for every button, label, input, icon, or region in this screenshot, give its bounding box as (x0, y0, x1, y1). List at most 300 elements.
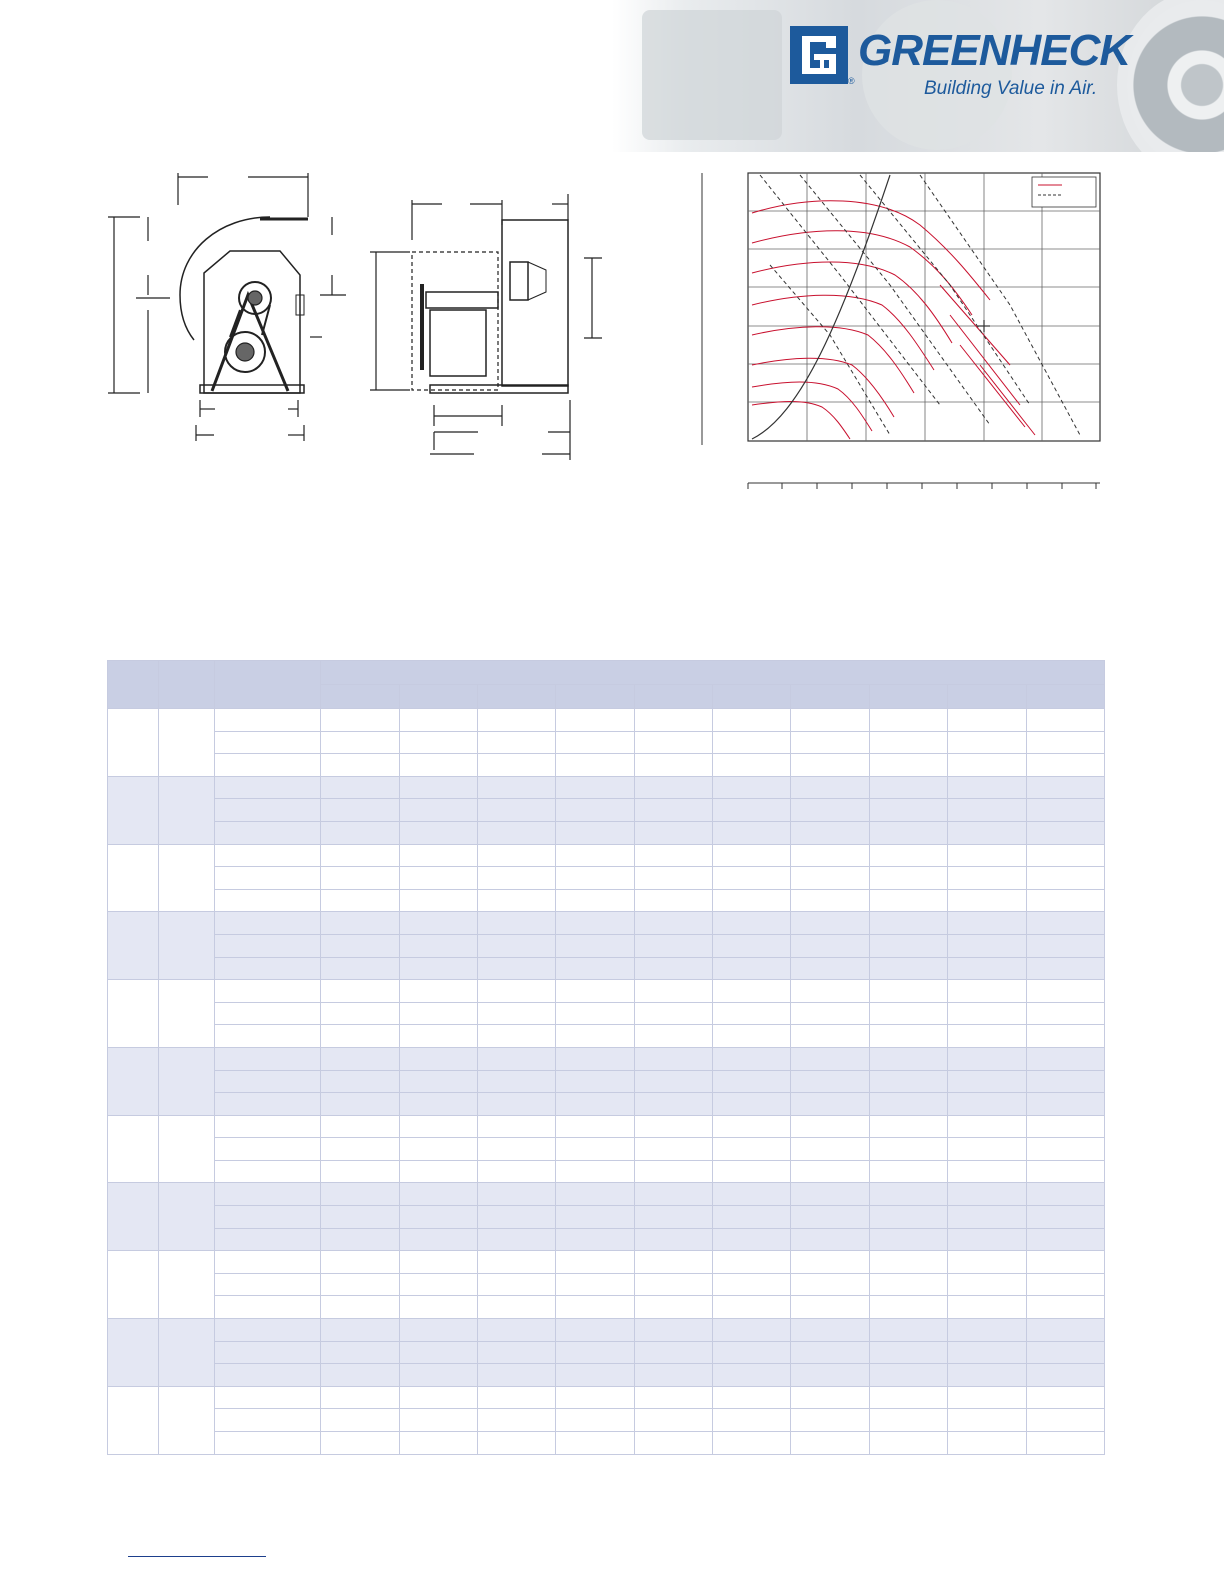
table-cell (321, 1386, 400, 1409)
table-header-cell (791, 685, 870, 709)
table-row (108, 1364, 1105, 1387)
table-cell (478, 1432, 556, 1455)
table-cell (1027, 1183, 1105, 1206)
table-cell (1027, 1409, 1105, 1432)
table-cell (1027, 912, 1105, 935)
table-cell (948, 799, 1027, 822)
table-cell (1027, 1115, 1105, 1138)
table-cell (870, 1047, 948, 1070)
table-cell (321, 867, 400, 890)
table-row (108, 1183, 1105, 1206)
table-cell (713, 1364, 791, 1387)
table-cell (713, 1025, 791, 1048)
table-cell (1027, 980, 1105, 1003)
table-cell (713, 912, 791, 935)
table-cell (400, 844, 478, 867)
table-cell (713, 1093, 791, 1116)
table-body (108, 709, 1105, 1455)
footer-link-underline[interactable] (128, 1556, 266, 1557)
table-cell (556, 1409, 635, 1432)
table-cell (321, 1138, 400, 1161)
table-cell (713, 1228, 791, 1251)
table-cell (400, 957, 478, 980)
table-cell (556, 1273, 635, 1296)
table-cell (215, 1319, 321, 1342)
table-cell (478, 1093, 556, 1116)
table-row (108, 1296, 1105, 1319)
table-cell (321, 1115, 400, 1138)
table-cell (556, 731, 635, 754)
table-cell (400, 1251, 478, 1274)
table-cell (215, 1138, 321, 1161)
table-cell (635, 1070, 713, 1093)
table-cell (791, 957, 870, 980)
table-cell (1027, 844, 1105, 867)
table-cell (948, 1251, 1027, 1274)
table-row (108, 867, 1105, 890)
table-cell (635, 776, 713, 799)
table-cell (400, 1341, 478, 1364)
table-cell (948, 1409, 1027, 1432)
table-cell (215, 1386, 321, 1409)
table-cell (948, 889, 1027, 912)
table-cell (635, 709, 713, 732)
table-group-cell (108, 1183, 159, 1251)
table-cell (791, 1183, 870, 1206)
table-cell (870, 912, 948, 935)
table-cell (400, 1002, 478, 1025)
table-header-cell (870, 685, 948, 709)
table-cell (321, 912, 400, 935)
table-cell (400, 1409, 478, 1432)
table-cell (635, 957, 713, 980)
table-cell (478, 1228, 556, 1251)
table-cell (635, 1251, 713, 1274)
table-cell (321, 1341, 400, 1364)
table-cell (948, 1341, 1027, 1364)
chart-legend (1032, 177, 1096, 207)
table-row (108, 799, 1105, 822)
table-cell (1027, 1364, 1105, 1387)
table-cell (400, 776, 478, 799)
table-cell (400, 1047, 478, 1070)
table-row (108, 1432, 1105, 1455)
table-cell (870, 1251, 948, 1274)
table-cell (791, 1409, 870, 1432)
table-cell (791, 754, 870, 777)
table-cell (321, 1093, 400, 1116)
table-cell (635, 1386, 713, 1409)
table-cell (556, 1093, 635, 1116)
table-cell (478, 754, 556, 777)
table-cell (556, 1364, 635, 1387)
table-cell (478, 1364, 556, 1387)
table-cell (791, 1296, 870, 1319)
table-cell (870, 1341, 948, 1364)
table-cell (478, 1206, 556, 1229)
table-cell (791, 776, 870, 799)
table-row (108, 776, 1105, 799)
table-cell (215, 1296, 321, 1319)
table-cell (948, 934, 1027, 957)
table-cell (478, 867, 556, 890)
table-cell (215, 889, 321, 912)
table-cell (713, 731, 791, 754)
table-cell (635, 1409, 713, 1432)
table-cell (1027, 1047, 1105, 1070)
table-cell (556, 934, 635, 957)
table-cell (556, 957, 635, 980)
table-cell (791, 934, 870, 957)
table-cell (215, 709, 321, 732)
table-cell (713, 709, 791, 732)
table-cell (1027, 1341, 1105, 1364)
table-cell (556, 1002, 635, 1025)
table-cell (713, 1432, 791, 1455)
table-cell (215, 1160, 321, 1183)
table-cell (635, 1341, 713, 1364)
table-cell (870, 844, 948, 867)
table-cell (713, 821, 791, 844)
table-cell (791, 1319, 870, 1342)
table-cell (321, 1070, 400, 1093)
table-group-cell (108, 1386, 159, 1454)
table-cell (948, 1432, 1027, 1455)
table-cell (948, 1273, 1027, 1296)
table-cell (870, 1206, 948, 1229)
table-cell (870, 1115, 948, 1138)
table-row (108, 754, 1105, 777)
table-cell (556, 1296, 635, 1319)
table-cell (1027, 889, 1105, 912)
table-cell (635, 731, 713, 754)
table-cell (870, 1070, 948, 1093)
table-cell (635, 799, 713, 822)
table-cell (321, 889, 400, 912)
table-cell (215, 1047, 321, 1070)
table-cell (215, 912, 321, 935)
table-cell (870, 1025, 948, 1048)
table-group-cell (159, 709, 215, 777)
table-cell (1027, 867, 1105, 890)
table-cell (478, 1138, 556, 1161)
brand-logo[interactable] (790, 22, 1131, 112)
table-cell (556, 1025, 635, 1048)
table-cell (215, 1273, 321, 1296)
table-row (108, 1093, 1105, 1116)
table-cell (713, 980, 791, 1003)
table-cell (713, 754, 791, 777)
table-cell (713, 1386, 791, 1409)
table-cell (870, 731, 948, 754)
table-group-cell (159, 1115, 215, 1183)
table-cell (1027, 934, 1105, 957)
table-cell (948, 709, 1027, 732)
table-cell (556, 1160, 635, 1183)
table-row (108, 821, 1105, 844)
table-cell (870, 1160, 948, 1183)
table-cell (215, 1251, 321, 1274)
table-cell (215, 799, 321, 822)
table-cell (948, 776, 1027, 799)
table-group-cell (108, 980, 159, 1048)
table-header (108, 661, 1105, 709)
table-cell (870, 821, 948, 844)
table-cell (791, 1386, 870, 1409)
table-cell (870, 1138, 948, 1161)
table-cell (321, 1160, 400, 1183)
table-cell (1027, 1228, 1105, 1251)
table-cell (321, 1002, 400, 1025)
table-cell (400, 731, 478, 754)
table-cell (215, 1183, 321, 1206)
table-group-cell (159, 844, 215, 912)
table-cell (713, 889, 791, 912)
table-header-cell (159, 661, 215, 709)
table-cell (556, 1183, 635, 1206)
table-group-cell (108, 1115, 159, 1183)
table-cell (713, 844, 791, 867)
table-cell (1027, 1160, 1105, 1183)
table-cell (948, 1228, 1027, 1251)
table-cell (948, 844, 1027, 867)
table-cell (478, 776, 556, 799)
table-cell (556, 980, 635, 1003)
table-cell (948, 1093, 1027, 1116)
table-cell (948, 912, 1027, 935)
table-cell (713, 1206, 791, 1229)
table-group-cell (108, 776, 159, 844)
table-cell (713, 1409, 791, 1432)
table-group-cell (108, 1047, 159, 1115)
table-header-cell (556, 685, 635, 709)
table-header-cell (713, 685, 791, 709)
table-cell (713, 867, 791, 890)
table-cell (321, 709, 400, 732)
table-cell (400, 1206, 478, 1229)
table-cell (791, 1047, 870, 1070)
table-cell (556, 1386, 635, 1409)
table-cell (791, 1160, 870, 1183)
table-cell (635, 1432, 713, 1455)
table-cell (791, 844, 870, 867)
table-cell (215, 1206, 321, 1229)
table-cell (556, 1206, 635, 1229)
table-cell (215, 844, 321, 867)
table-cell (713, 799, 791, 822)
table-cell (948, 1070, 1027, 1093)
table-cell (215, 776, 321, 799)
table-cell (400, 1183, 478, 1206)
table-row (108, 957, 1105, 980)
table-cell (713, 1070, 791, 1093)
table-cell (400, 1273, 478, 1296)
table-cell (635, 754, 713, 777)
table-cell (321, 1319, 400, 1342)
table-cell (948, 1002, 1027, 1025)
table-row (108, 1319, 1105, 1342)
table-cell (948, 821, 1027, 844)
table-cell (400, 980, 478, 1003)
table-row (108, 912, 1105, 935)
table-row (108, 1228, 1105, 1251)
table-cell (948, 957, 1027, 980)
table-cell (635, 980, 713, 1003)
table-cell (870, 1364, 948, 1387)
table-cell (478, 1025, 556, 1048)
table-cell (791, 1341, 870, 1364)
table-row (108, 1070, 1105, 1093)
table-cell (1027, 1251, 1105, 1274)
table-cell (556, 754, 635, 777)
table-cell (478, 1386, 556, 1409)
table-cell (400, 1319, 478, 1342)
table-cell (791, 1070, 870, 1093)
table-cell (478, 844, 556, 867)
table-cell (215, 980, 321, 1003)
table-cell (635, 821, 713, 844)
table-cell (948, 1025, 1027, 1048)
photo-fan-wheel (1117, 0, 1224, 152)
table-cell (791, 821, 870, 844)
table-group-cell (108, 709, 159, 777)
table-cell (215, 1228, 321, 1251)
table-cell (791, 1138, 870, 1161)
table-cell (321, 1206, 400, 1229)
table-cell (400, 912, 478, 935)
table-cell (400, 1138, 478, 1161)
table-row (108, 1341, 1105, 1364)
table-cell (1027, 1093, 1105, 1116)
table-cell (478, 1183, 556, 1206)
table-cell (713, 1138, 791, 1161)
table-cell (1027, 821, 1105, 844)
table-cell (400, 1364, 478, 1387)
table-cell (791, 799, 870, 822)
table-cell (478, 1070, 556, 1093)
table-header-cell (215, 661, 321, 709)
table-cell (870, 957, 948, 980)
table-cell (713, 1002, 791, 1025)
table-cell (870, 934, 948, 957)
table-cell (635, 1319, 713, 1342)
table-row (108, 1115, 1105, 1138)
table-cell (870, 1002, 948, 1025)
table-cell (478, 1002, 556, 1025)
table-cell (948, 1364, 1027, 1387)
table-cell (791, 867, 870, 890)
table-cell (1027, 1273, 1105, 1296)
brand-name: GREENHECK (858, 26, 1131, 75)
table-cell (713, 1115, 791, 1138)
fan-side-view-drawing (370, 180, 620, 465)
table-cell (870, 709, 948, 732)
table-cell (321, 799, 400, 822)
table-group-cell (108, 1319, 159, 1387)
table-cell (556, 709, 635, 732)
table-cell (321, 1273, 400, 1296)
fan-front-view-drawing (100, 165, 360, 455)
table-group-cell (159, 776, 215, 844)
table-cell (713, 1273, 791, 1296)
table-cell (478, 821, 556, 844)
table-row (108, 1386, 1105, 1409)
table-cell (321, 776, 400, 799)
table-row (108, 934, 1105, 957)
table-cell (556, 1251, 635, 1274)
registered-mark: ® (848, 76, 855, 86)
table-cell (870, 1432, 948, 1455)
table-cell (791, 1273, 870, 1296)
table-cell (556, 889, 635, 912)
table-cell (870, 1296, 948, 1319)
table-group-cell (159, 1386, 215, 1454)
table-cell (556, 1432, 635, 1455)
table-cell (791, 1093, 870, 1116)
table-cell (1027, 731, 1105, 754)
table-row (108, 1160, 1105, 1183)
table-cell (870, 980, 948, 1003)
table-header-cell (108, 661, 159, 709)
table-cell (321, 1228, 400, 1251)
table-cell (478, 1160, 556, 1183)
table-cell (635, 844, 713, 867)
table-cell (791, 1251, 870, 1274)
table-cell (400, 934, 478, 957)
table-cell (478, 1319, 556, 1342)
table-header-cell (1027, 685, 1105, 709)
table-cell (1027, 754, 1105, 777)
table-cell (948, 1183, 1027, 1206)
table-cell (1027, 1386, 1105, 1409)
table-cell (400, 1296, 478, 1319)
table-header-cell (635, 685, 713, 709)
table-cell (478, 980, 556, 1003)
table-cell (478, 957, 556, 980)
table-cell (635, 867, 713, 890)
table-cell (791, 1432, 870, 1455)
table-cell (400, 1093, 478, 1116)
table-cell (400, 1432, 478, 1455)
table-header-cell (400, 685, 478, 709)
table-cell (215, 934, 321, 957)
table-cell (870, 1228, 948, 1251)
table-cell (321, 1251, 400, 1274)
table-cell (321, 980, 400, 1003)
table-cell (1027, 1025, 1105, 1048)
table-cell (948, 754, 1027, 777)
table-cell (791, 980, 870, 1003)
table-cell (713, 1183, 791, 1206)
table-cell (870, 867, 948, 890)
table-cell (556, 867, 635, 890)
table-cell (948, 1206, 1027, 1229)
table-cell (791, 709, 870, 732)
table-cell (556, 1070, 635, 1093)
table-header-group-cell (321, 661, 1105, 685)
table-cell (948, 1319, 1027, 1342)
table-cell (556, 776, 635, 799)
brand-logo-mark-icon (790, 26, 848, 84)
table-row (108, 1409, 1105, 1432)
table-cell (948, 1386, 1027, 1409)
table-cell (215, 1409, 321, 1432)
table-cell (400, 799, 478, 822)
table-cell (948, 1047, 1027, 1070)
table-cell (791, 731, 870, 754)
table-cell (400, 889, 478, 912)
table-cell (215, 1093, 321, 1116)
